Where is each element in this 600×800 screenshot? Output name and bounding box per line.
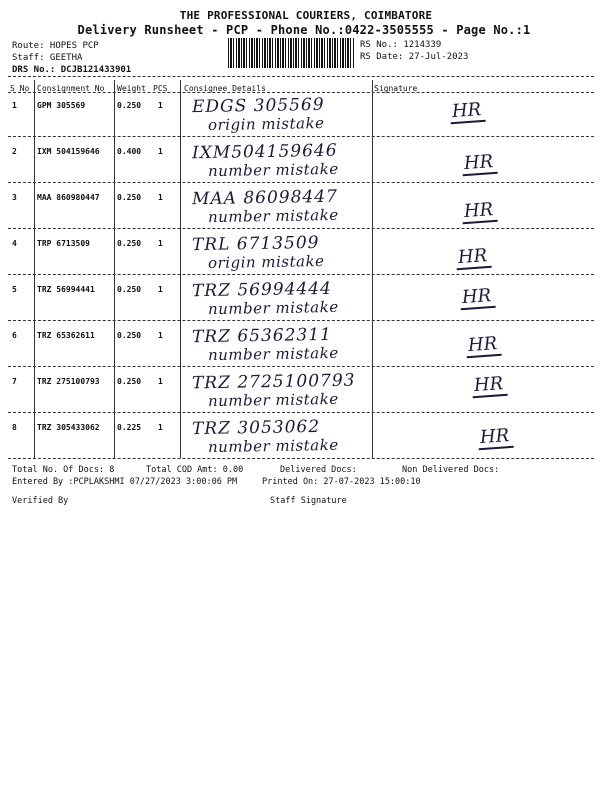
printed-on: Printed On: 27-07-2023 15:00:10 [262, 477, 421, 487]
row-sno: 4 [12, 239, 17, 248]
row-divider [8, 412, 594, 413]
row-signature: HR [471, 374, 508, 398]
row-consignment-no: TRZ 305433062 [37, 423, 100, 432]
row-pcs: 1 [158, 193, 163, 202]
row-weight: 0.250 [117, 239, 142, 248]
row-handwritten-number: TRZ 65362311 [191, 324, 333, 348]
row-sno: 5 [12, 285, 17, 294]
row-handwritten-number: MAA 86098447 [191, 186, 339, 210]
runsheet-subtitle: Delivery Runsheet - PCP - Phone No.:0422-3505555 - Page No.:1 [77, 23, 531, 37]
row-pcs: 1 [158, 377, 163, 386]
row-sno: 7 [12, 377, 17, 386]
row-weight: 0.225 [117, 423, 142, 432]
row-consignment-no: MAA 860980447 [37, 193, 100, 202]
row-divider [8, 136, 594, 137]
row-consignment-no: GPM 305569 [37, 101, 86, 110]
staff-signature-label: Staff Signature [270, 496, 347, 506]
header-divider-top [8, 76, 594, 77]
row-signature: HR [459, 286, 496, 310]
row-divider [8, 320, 594, 321]
row-signature: HR [461, 152, 498, 176]
row-handwritten-note: number mistake [207, 297, 339, 319]
row-consignment-no: TRP 6713509 [37, 239, 90, 248]
column-separator [372, 80, 373, 458]
row-handwritten-number: TRL 6713509 [191, 232, 320, 256]
row-signature: HR [477, 426, 514, 450]
row-handwritten-number: TRZ 56994444 [191, 278, 333, 302]
row-pcs: 1 [158, 285, 163, 294]
row-weight: 0.250 [117, 101, 142, 110]
row-consignment-no: TRZ 65362611 [37, 331, 95, 340]
barcode-image [228, 38, 354, 68]
row-divider [8, 228, 594, 229]
row-pcs: 1 [158, 331, 163, 340]
non-delivered-docs: Non Delivered Docs: [402, 465, 500, 475]
row-weight: 0.250 [117, 285, 142, 294]
column-separator [180, 80, 181, 458]
col-header-sno: S No [10, 84, 30, 93]
row-consignment-no: TRZ 56994441 [37, 285, 95, 294]
total-docs: Total No. Of Docs: 8 [12, 465, 115, 475]
row-pcs: 1 [158, 147, 163, 156]
row-handwritten-note: number mistake [207, 159, 339, 181]
row-sno: 3 [12, 193, 17, 202]
col-header-consignment: Consignment No [37, 84, 105, 93]
row-weight: 0.250 [117, 377, 142, 386]
row-handwritten-note: number mistake [207, 343, 339, 365]
column-separator [34, 80, 35, 458]
rs-date: RS Date: 27-Jul-2023 [360, 52, 469, 62]
col-header-weight: Weight [117, 84, 146, 93]
col-header-consignee: Consignee Details [184, 84, 266, 93]
verified-by-label: Verified By [12, 496, 69, 506]
row-sno: 6 [12, 331, 17, 340]
row-sno: 8 [12, 423, 17, 432]
drs-number: DRS No.: DCJB121433901 [12, 65, 132, 75]
header-divider-bottom [8, 92, 594, 93]
row-signature: HR [455, 246, 492, 270]
rs-number: RS No.: 1214339 [360, 40, 442, 50]
row-consignment-no: TRZ 275100793 [37, 377, 100, 386]
row-handwritten-note: origin mistake [207, 113, 325, 135]
row-weight: 0.400 [117, 147, 142, 156]
row-sno: 2 [12, 147, 17, 156]
row-sno: 1 [12, 101, 17, 110]
staff-label: Staff: GEETHA [12, 53, 83, 63]
total-cod-amount: Total COD Amt: 0.00 [146, 465, 244, 475]
row-handwritten-note: number mistake [207, 389, 339, 411]
row-pcs: 1 [158, 101, 163, 110]
col-header-signature: Signature [374, 84, 418, 93]
row-pcs: 1 [158, 239, 163, 248]
row-handwritten-number: TRZ 2725100793 [191, 370, 356, 394]
row-consignment-no: IXM 504159646 [37, 147, 100, 156]
company-title: THE PROFESSIONAL COURIERS, COIMBATORE [179, 9, 433, 22]
column-separator [114, 80, 115, 458]
row-signature: HR [449, 100, 486, 124]
row-divider [8, 366, 594, 367]
row-handwritten-note: number mistake [207, 435, 339, 457]
row-signature: HR [461, 200, 498, 224]
row-weight: 0.250 [117, 193, 142, 202]
row-handwritten-note: origin mistake [207, 251, 325, 273]
row-handwritten-note: number mistake [207, 205, 339, 227]
route-label: Route: HOPES PCP [12, 41, 99, 51]
row-handwritten-number: EDGS 305569 [191, 94, 325, 118]
row-handwritten-number: IXM504159646 [191, 140, 338, 164]
entered-by: Entered By :PCPLAKSHMI 07/27/2023 3:00:06 PM [12, 477, 238, 487]
row-pcs: 1 [158, 423, 163, 432]
row-signature: HR [465, 334, 502, 358]
delivered-docs: Delivered Docs: [280, 465, 357, 475]
row-weight: 0.250 [117, 331, 142, 340]
col-header-pcs: PCS [153, 84, 168, 93]
row-divider [8, 274, 594, 275]
row-divider [8, 182, 594, 183]
row-handwritten-number: TRZ 3053062 [191, 416, 321, 440]
row-divider [8, 458, 594, 459]
